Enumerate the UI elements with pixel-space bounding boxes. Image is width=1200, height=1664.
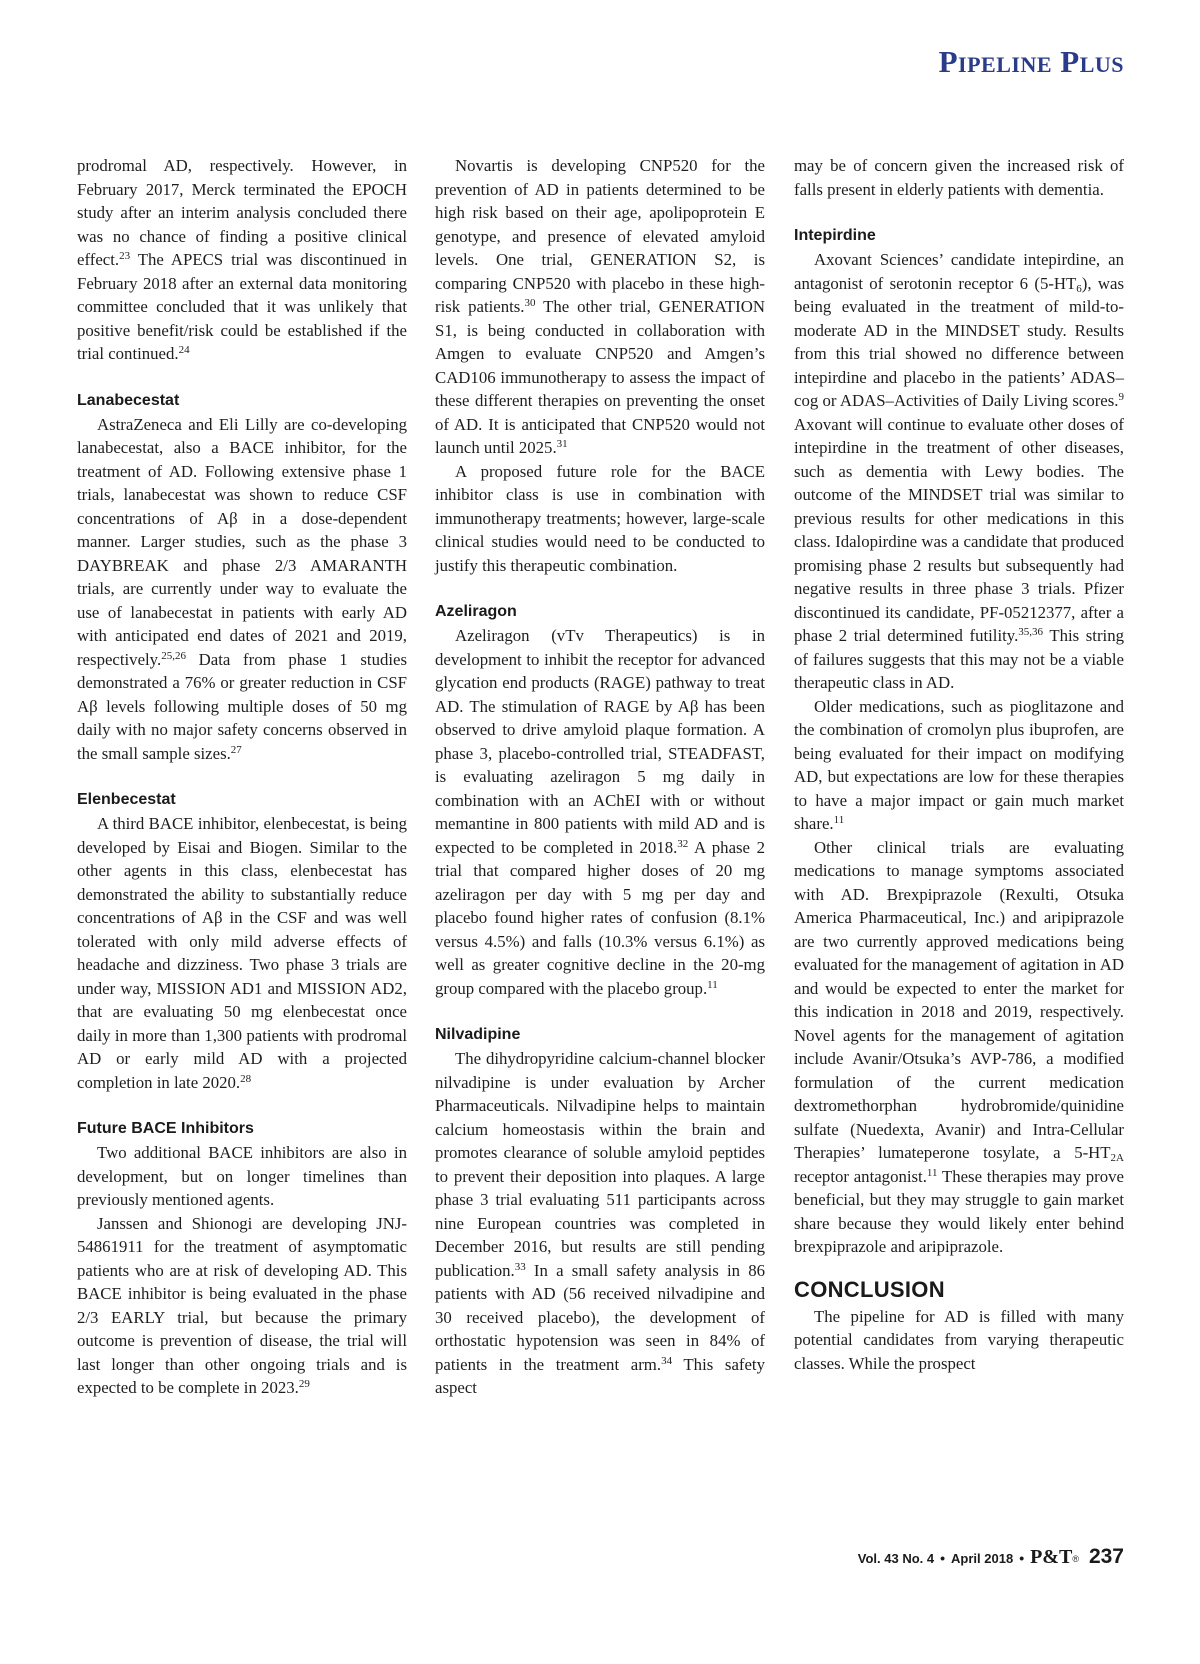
reference: 11 [926, 1166, 938, 1179]
column-3 [794, 154, 1124, 1375]
page-footer [858, 1545, 1124, 1569]
bullet-separator: • [940, 1550, 946, 1566]
reference: 29 [298, 1378, 310, 1390]
heading-elenbecestat: Elenbecestat [77, 791, 176, 808]
reference: 27 [230, 743, 242, 756]
paragraph: Axovant Sciences’ candidate intepirdine, an antagonist of serotonin receptor 6 $(5-HT_6)$, was being evaluated in the treatment of mild-to-moderate AD in the MINDSET study. Results from this trial showed no difference between intepirdine and placebo in the patients’ ADAS–cog or ADAS–Activities of Daily Living scores.$^9$ Axovant will continue to evaluate other doses of intepirdine in the treatment of other diseases, such as dementia with Lewy bodies. The outcome of the MINDSET trial was similar to previous results for other medications in this class. Idalopirdine was a candidate that produced promising phase 2 results but subsequently had negative results in three phase 3 trials. Pfizer discontinued its candidate, PF-05212377, after a phase 2 trial determined futility.$^{35,36}$ This string of failures suggests that this may not be a viable therapeutic class in AD. [794, 250, 1124, 692]
reference: 23 [119, 250, 131, 262]
subscript: 2A [1110, 1152, 1124, 1164]
reference: 32 [677, 837, 689, 850]
paragraph: may be of concern given the increased risk of falls present in elderly patients with dementia. [794, 156, 1124, 199]
column-2 [435, 154, 765, 1400]
reference: 11 [833, 814, 845, 826]
bullet-separator: • [1019, 1550, 1025, 1566]
page-number: 237 [1088, 1545, 1124, 1568]
column-1 [77, 154, 407, 1400]
paragraph: A third BACE inhibitor, elenbecestat, is being developed by Eisai and Biogen. Similar to the other agents in this class, elenbecestat has demonstrated the ability to substantially reduce concentrations of Aβ in the CSF and was well tolerated with only mild adverse effects of headache and dizziness. Two phase 3 trials are under way, MISSION AD1 and MISSION AD2, that are evaluating 50 mg elenbecestat once daily in more than 1,300 patients with prodromal AD or early mild AD with a projected completion in late 2020.28 [77, 814, 407, 1092]
heading-azeliragon: Azeliragon [435, 603, 517, 620]
registered-mark: ® [1072, 1554, 1079, 1564]
paragraph: AstraZeneca and Eli Lilly are co-developing lanabecestat, also a BACE inhibitor, for the treatment of AD. Following extensive phase 1 trials, lanabecestat was shown to reduce CSF concentrations of Aβ in a dose-dependent manner. Larger studies, such as the phase 3 DAYBREAK and phase 2/3 AMARANTH trials, are currently under way to evaluate the use of lanabecestat in patients with early AD with anticipated end dates of 2021 and 2019, respectively.$^{25,26}$ Data from phase 1 studies demonstrated a 76% or greater reduction in CSF Aβ levels following multiple doses of 50 mg daily with no major safety concerns observed in the small sample sizes.$^{27}$ [77, 414, 407, 763]
section-title: Pipeline Plus [938, 44, 1124, 79]
reference: 24 [178, 344, 190, 356]
paragraph: prodromal AD, respectively. However, in February 2017, Merck terminated the EPOCH study after an interim analysis concluded there was no chance of finding a positive clinical effect.$^{23}$ The APECS trial was discontinued in February 2018 after an external data monitoring committee concluded that it was unlikely that positive benefit/risk could be established if the trial continued.$^{24}$ [77, 156, 407, 363]
reference: 11 [707, 978, 718, 991]
paragraph: The pipeline for AD is filled with many potential candidates from varying therapeutic classes. While the prospect [794, 1306, 1124, 1373]
heading-nilvadipine: Nilvadipine [435, 1026, 521, 1043]
heading-lanabecestat: Lanabecestat [77, 391, 180, 409]
reference: 30 [524, 297, 536, 309]
reference: 31 [556, 438, 568, 450]
heading-intepirdine: Intepirdine [794, 227, 876, 244]
journal-name: P&T [1030, 1546, 1073, 1568]
reference: 28 [240, 1072, 252, 1085]
heading-future-bace-inhibitors: Future BACE Inhibitors [77, 1120, 254, 1137]
paragraph: Older medications, such as pioglitazone and the combination of cromolyn plus ibuprofen, are being evaluated for their impact on modifying AD, but expectations are low for these therapies to have a major impact or gain much market share.$^{11}$ [794, 696, 1124, 833]
issue-date: April 2018 [951, 1551, 1014, 1566]
paragraph: Azeliragon (vTv Therapeutics) is in development to inhibit the receptor for advanced glycation end products (RAGE) pathway to treat AD. The stimulation of RAGE by Aβ has been observed to drive amyloid plaque formation. A phase 3, placebo-controlled trial, STEADFAST, is evaluating azeliragon 5 mg daily in combination with an AChEI with or without memantine in 800 patients with mild AD and is expected to be completed in 2018.32 A phase 2 trial that compared higher doses of 20 mg azeliragon per day with 5 mg per day and placebo found higher rates of confusion (8.1% versus 4.5%) and falls (10.3% versus 6.1%) as well as greater cognitive decline in the 20-mg group compared with the placebo group.$^{11}$ [435, 626, 766, 998]
paragraph: Janssen and Shionogi are developing JNJ-54861911 for the treatment of asymptomatic patients who are at risk of developing AD. This BACE inhibitor is being evaluated in the phase 2/3 EARLY trial, but because the primary outcome is prevention of disease, the trial will last longer than other ongoing trials and is expected to be complete in 2023.29 [77, 1213, 407, 1397]
reference: 9 [1118, 391, 1124, 403]
reference: 34 [661, 1354, 673, 1367]
paragraph: A proposed future role for the BACE inhibitor class is use in combination with immunotherapy treatments; however, large-scale clinical studies would need to be conducted to justify this therapeutic combination. [435, 461, 765, 575]
subscript: 6 [1076, 282, 1082, 295]
paragraph: Novartis is developing CNP520 for the prevention of AD in patients determined to be high risk based on their age, apolipoprotein E genotype, and presence of elevated amyloid levels. One trial, GENERATION S2, is comparing CNP520 with placebo in these high-risk patients.$^{30}$ The other trial, GENERATION S1, is being conducted in collaboration with Amgen to evaluate CNP520 and Amgen’s CAD106 immunotherapy to assess the impact of these different therapies on preventing the onset of AD. It is anticipated that CNP520 would not launch until 2025.31 [435, 156, 765, 457]
paragraph: Two additional BACE inhibitors are also in development, but on longer timelines than previously mentioned agents. [77, 1143, 407, 1209]
reference: 25,26 [161, 649, 186, 662]
paragraph: Other clinical trials are evaluating medications to manage symptoms associated with AD. Brexpiprazole (Rexulti, Otsuka America Pharmaceutical, Inc.) and aripiprazole are two currently approved medications being evaluated for the management of agitation in AD and would be expected to enter the market for this indication in 2018 and 2019, respectively. Novel agents for the management of agitation include Avanir/Otsuka’s AVP-786, a modified formulation of the current medication dextromethorphan hydrobromide/quinidine sulfate (Nuedexta, Avanir) and Intra-Cellular Therapies’ lumateperone tosylate, a $5-HT_{2A}$ receptor antagonist.$^{11}$ These therapies may prove beneficial, but they may struggle to gain market share because they would likely enter behind brexpiprazole and aripiprazole. [794, 837, 1124, 1256]
paragraph: The dihydropyridine calcium-channel blocker nilvadipine is under evaluation by Archer Pharmaceuticals. Nilvadipine helps to maintain calcium homeostasis within the brain and promotes clearance of soluble amyloid peptides to prevent their deposition into plaques. A large phase 3 trial evaluating 511 participants across nine European countries was completed in December 2016, but results are still pending publication.$^{33}$ In a small safety analysis in 86 patients with AD (56 received nilvadipine and 30 received placebo), the development of orthostatic hypotension was seen in 84% of patients in the treatment arm.$^{34}$ This safety aspect [435, 1049, 765, 1397]
heading-conclusion: CONCLUSION [794, 1276, 945, 1302]
reference: 35,36 [1018, 626, 1044, 638]
reference: 33 [514, 1260, 526, 1273]
issue-info: Vol. 43 No. 4 [857, 1551, 935, 1566]
